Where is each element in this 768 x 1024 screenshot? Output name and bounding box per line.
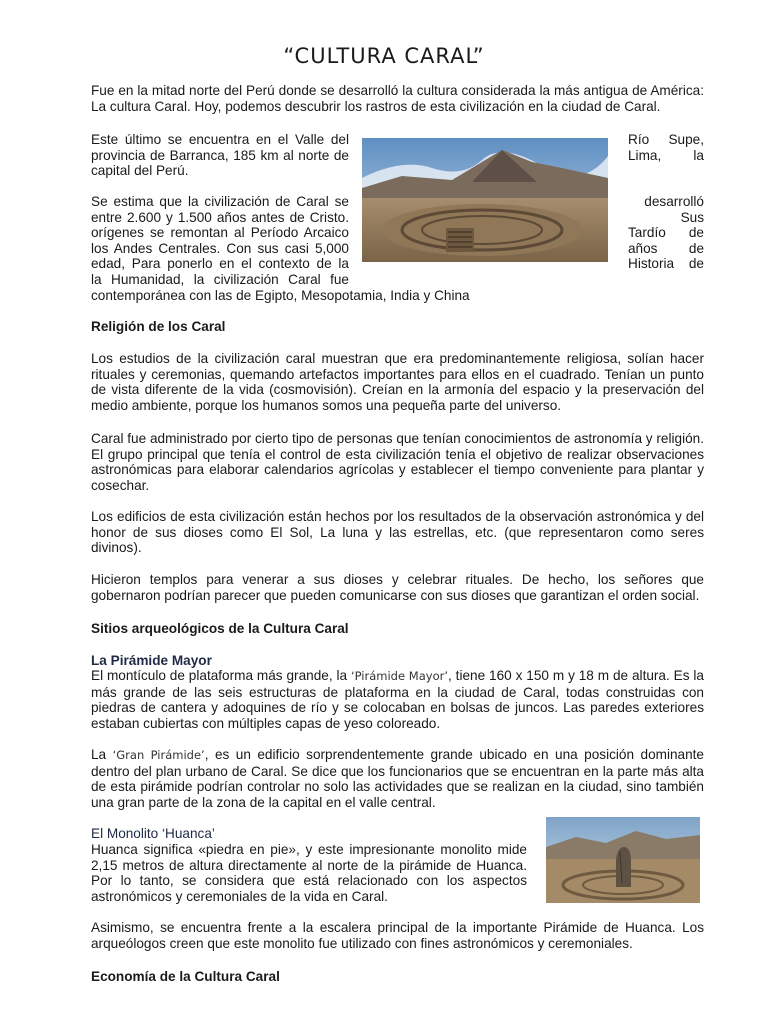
piramide-paragraph (91, 668, 704, 731)
caral-ruins-photo (362, 138, 608, 262)
page-title: “CULTURA CARAL” (283, 44, 485, 68)
religion-paragraph-1: Los estudios de la civilización caral muestran que era predominantemente religiosa, solían hacer rituales y ceremonias, quemando artefactos importantes para ellos en el cuadrado. Tenían un punto de vista diferente de la vida (cosmovisión). Creían en la armonía del espacio y la preservación del medio ambiente, porque los humanos somos una pequeña parte del universo. (91, 351, 704, 413)
monolito-line-2: 2,15 metros de altura directamente al norte de la pirámide de Huanca. (91, 857, 527, 873)
piramide-text-b: , tiene 160 x 150 m y 18 m de altura. Es la más grande de las seis estructuras de plataforma en la ciudad de Caral, todas construidas con piedras de cantera y adoquines de río y se colocaban en bolsas de juncos. Las paredes exteriores estaban cubiertas con múltiples capas de yeso coloreado. (91, 668, 704, 731)
monolito-line-1: Huanca significa «piedra en pie», y este impresionante monolito mide (91, 842, 527, 857)
piramide-text-a: El montículo de plataforma más grande, la (91, 668, 351, 683)
religion-paragraph-4: Hicieron templos para venerar a sus dioses y celebrar rituales. De hecho, los señores que gobernaron podrían parecer que pueden comunicarse con sus dioses que garantizan el orden social. (91, 572, 704, 603)
estima-right-5: Historia de (628, 256, 704, 272)
valle-line-1: Este último se encuentra en el Valle del (91, 132, 349, 147)
monolito-photo (546, 817, 700, 903)
monolito-line-3: Por lo tanto, se considera que está relacionado con los aspectos (91, 873, 527, 889)
monolito-paragraph-2: Asimismo, se encuentra frente a la escalera principal de la importante Pirámide de Huanca. Los arqueólogos creen que este monolito fue utilizado con fines astronómicos y ceremoniales. (91, 920, 704, 951)
estima-line-5: edad, Para ponerlo en el contexto de la (91, 256, 349, 272)
valle-right-1: Río Supe, (628, 132, 704, 147)
piramide-quote: ‘Pirámide Mayor’ (350, 669, 448, 683)
valle-line-2: provincia de Barranca, 185 km al norte de (91, 147, 349, 163)
religion-heading: Religión de los Caral (91, 319, 226, 334)
economia-heading: Economía de la Cultura Caral (91, 969, 280, 984)
estima-line-1: Se estima que la civilización de Caral se (91, 194, 349, 209)
valle-right-2: Lima, la (628, 147, 704, 163)
estima-right-3: Tardío de (628, 225, 704, 241)
estima-line-3: orígenes se remontan al Período Arcaico (91, 225, 349, 241)
valle-line-3: capital del Perú. (91, 163, 189, 179)
estima-right-1: desarrolló (644, 194, 704, 209)
gran-piramide-text-a: La (91, 747, 113, 762)
religion-paragraph-3: Los edificios de esta civilización están hechos por los resultados de la observación astronómica y del honor de sus dioses como El Sol, La luna y las estrellas, etc. (que representaron como seres divinos). (91, 509, 704, 556)
gran-piramide-paragraph (91, 747, 704, 810)
estima-tail-2: contemporánea con las de Egipto, Mesopotamia, India y China (91, 287, 470, 303)
estima-right-4: años de (628, 240, 704, 256)
estima-right-2: Sus (680, 209, 704, 225)
gran-piramide-quote: ‘Gran Pirámide’ (112, 748, 205, 762)
estima-tail-1: la Humanidad, la civilización Caral fue (91, 272, 349, 287)
piramide-heading: La Pirámide Mayor (91, 653, 212, 668)
estima-line-4: los Andes Centrales. Con sus casi 5,000 (91, 240, 349, 256)
monolito-heading: El Monolito ‘Huanca’ (91, 826, 215, 841)
gran-piramide-text-b: , es un edificio sorprendentemente grande ubicado en una posición dominante dentro del plan urbano de Caral. Se dice que los funcionarios que se encuentran en la parte más alta de esta pirámide podrían controlar no solo las actividades que se realizan en la ciudad, sino también una gran parte de la zona de la capital en el valle central. (91, 747, 704, 810)
estima-line-2: entre 2.600 y 1.500 años antes de Cristo. (91, 209, 349, 225)
religion-paragraph-2: Caral fue administrado por cierto tipo de personas que tenían conocimientos de astronomía y religión. El grupo principal que tenía el control de esta civilización tenía el objetivo de realizar observaciones astronómicas para elaborar calendarios agrícolas y establecer el tiempo conveniente para plantar y cosechar. (91, 431, 704, 493)
intro-paragraph: Fue en la mitad norte del Perú donde se desarrolló la cultura considerada la más antigua de América: La cultura Caral. Hoy, podemos descubrir los rastros de esta civilización en la ciudad de Caral. (91, 83, 704, 114)
sitios-heading: Sitios arqueológicos de la Cultura Caral (91, 621, 349, 636)
monolito-line-4: astronómicos y ceremoniales de la vida en Caral. (91, 888, 388, 904)
